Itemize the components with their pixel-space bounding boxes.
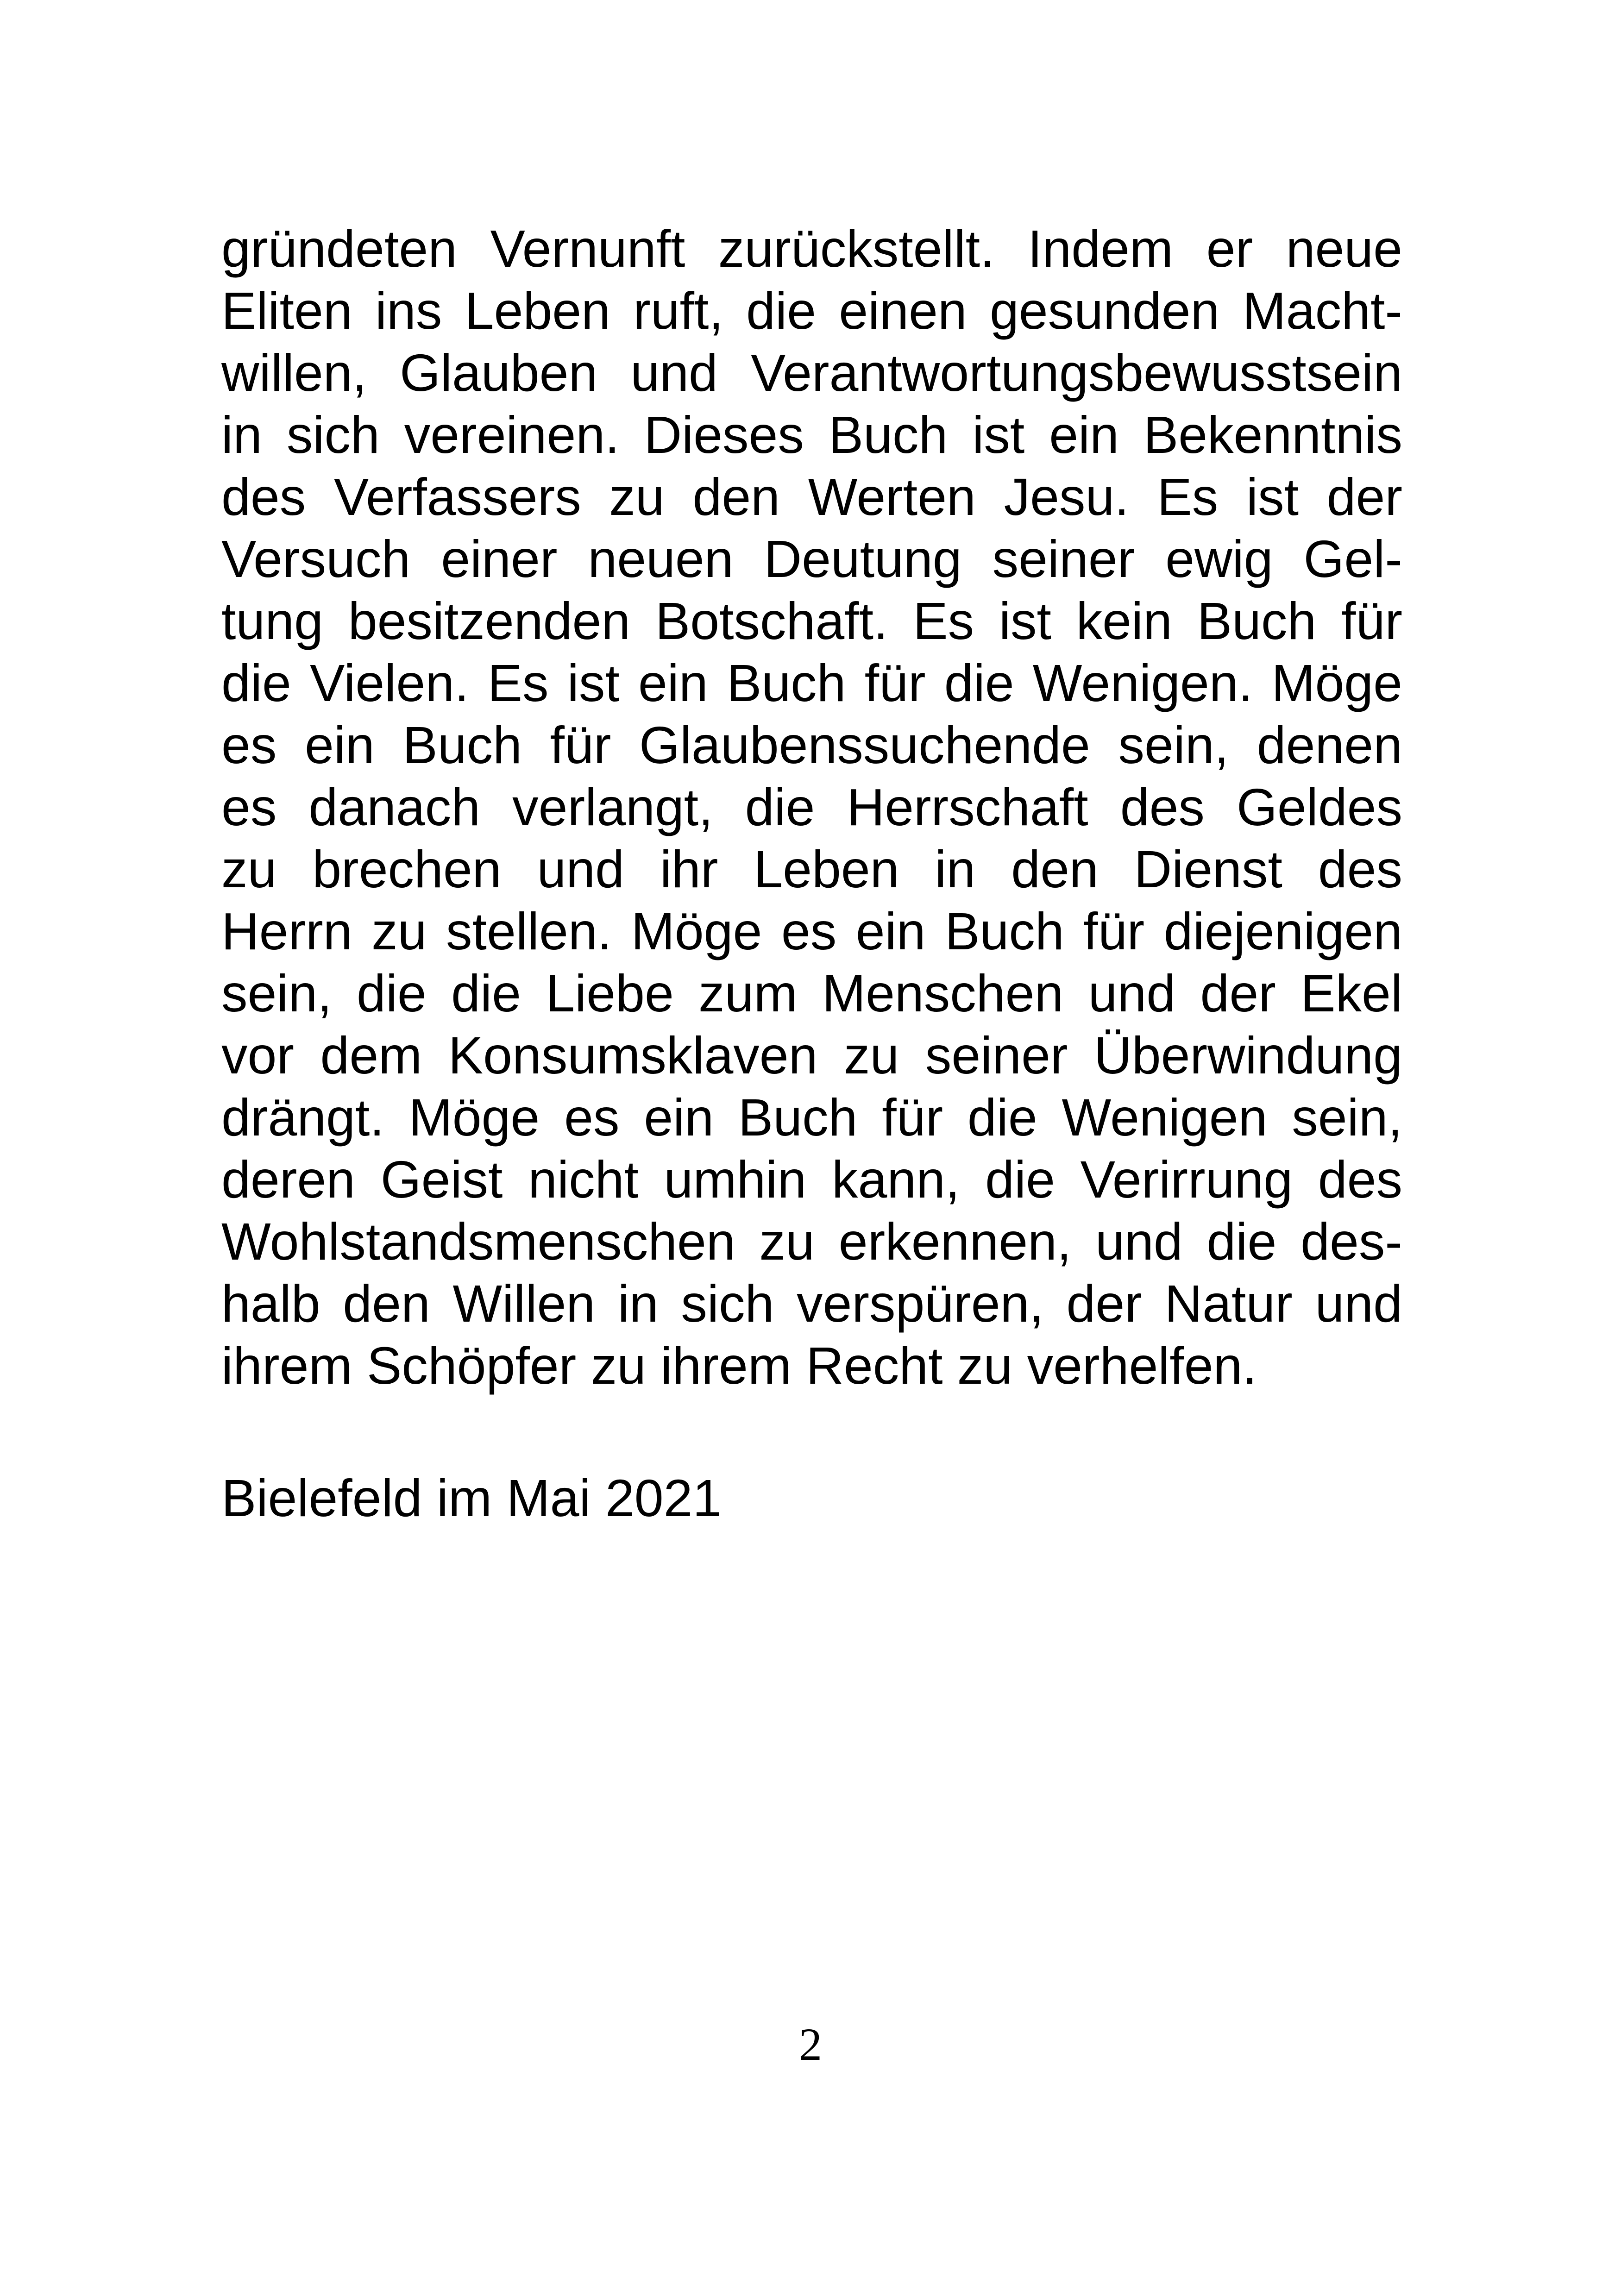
text-line: zu brechen und ihr Leben in den Dienst des (221, 840, 1402, 898)
text-line: deren Geist nicht umhin kann, die Verirrung des (221, 1150, 1402, 1209)
text-line: des Verfassers zu den Werten Jesu. Es ist der (221, 468, 1402, 526)
text-line: in sich vereinen. Dieses Buch ist ein Bekenntnis (221, 406, 1402, 464)
text-line: tung besitzenden Botschaft. Es ist kein Buch für (221, 592, 1402, 650)
text-line: es danach verlangt, die Herrschaft des Geldes (221, 778, 1402, 836)
page-number: 2 (799, 2019, 822, 2070)
text-line: Versuch einer neuen Deutung seiner ewig Gel- (221, 530, 1402, 588)
text-line: drängt. Möge es ein Buch für die Wenigen sein, (221, 1088, 1402, 1147)
text-line: die Vielen. Es ist ein Buch für die Wenigen. Möge (221, 654, 1402, 712)
text-line: es ein Buch für Glaubenssuchende sein, denen (221, 716, 1402, 774)
text-line: sein, die die Liebe zum Menschen und der Ekel (221, 964, 1402, 1023)
text-line: halb den Willen in sich verspüren, der Natur und (221, 1274, 1402, 1333)
text-line: willen, Glauben und Verantwortungsbewusstsein (221, 344, 1402, 402)
text-line: Wohlstandsmenschen zu erkennen, und die des- (221, 1212, 1402, 1271)
body-paragraph (221, 218, 1402, 1397)
text-line: ihrem Schöpfer zu ihrem Recht zu verhelfen. (221, 1336, 1257, 1395)
text-line: gründeten Vernunft zurückstellt. Indem er neue (221, 220, 1402, 278)
text-line: vor dem Konsumsklaven zu seiner Überwindung (221, 1026, 1402, 1085)
place-date-signature: Bielefeld im Mai 2021 (221, 1469, 722, 1527)
text-line: Eliten ins Leben ruft, die einen gesunden Macht- (221, 282, 1402, 340)
text-line: Herrn zu stellen. Möge es ein Buch für diejenigen (221, 902, 1402, 960)
